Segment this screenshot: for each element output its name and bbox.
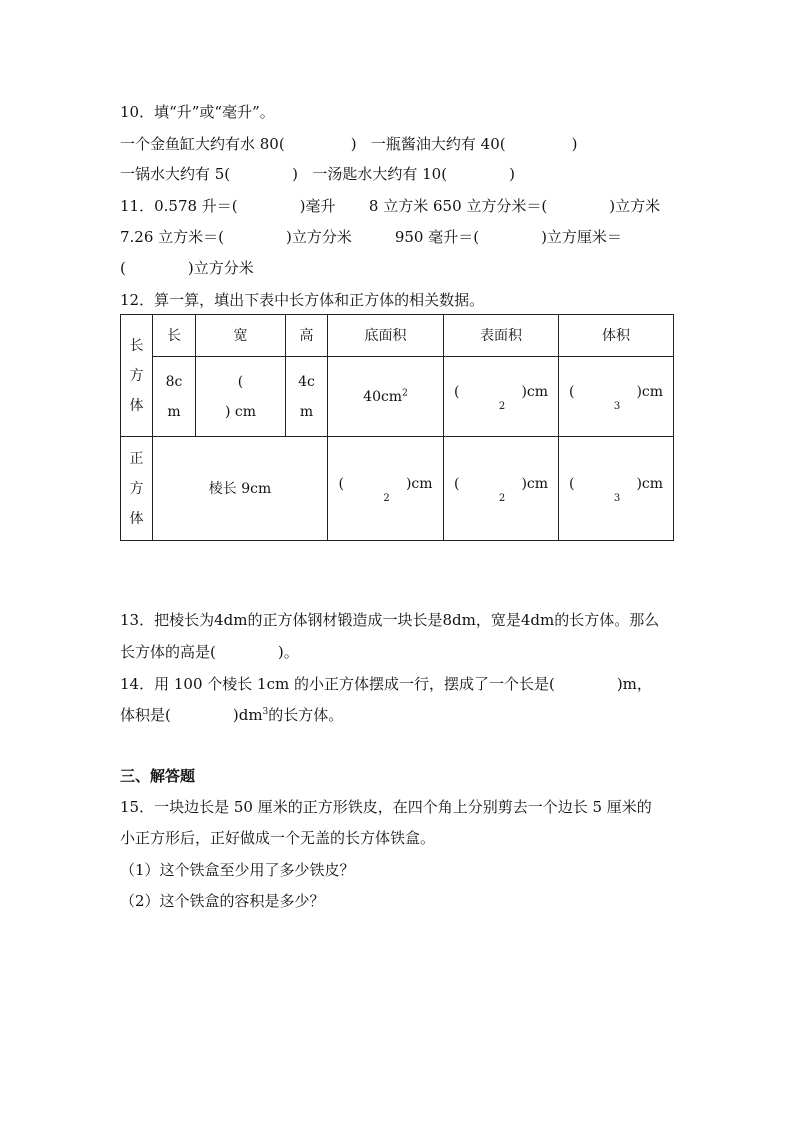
q10-l1-text-d: ) xyxy=(571,135,578,153)
q10-title: 10．填“升”或“毫升”。 xyxy=(120,103,275,121)
header-surface-area: 表面积 xyxy=(444,315,559,357)
q14-l2-text-b: )dm xyxy=(232,706,263,724)
cuboid-volume-cell[interactable] xyxy=(559,357,674,437)
label-char: 体 xyxy=(129,510,144,527)
label-char: 方 xyxy=(129,367,144,384)
header-width: 宽 xyxy=(196,315,286,357)
cuboid-width-cell[interactable] xyxy=(196,357,286,437)
q11-l2-text-d: )立方厘米＝ xyxy=(541,228,622,246)
q13-line2 xyxy=(120,642,299,662)
cell-text: 40cm xyxy=(363,388,403,405)
q14-l1-text-a: 14．用 100 个棱长 1cm 的小正方体摆成一行，摆成了一个长是( xyxy=(120,675,555,693)
q11-line1 xyxy=(120,196,660,216)
cell-unit-exp: 3 xyxy=(613,400,621,412)
header-volume: 体积 xyxy=(559,315,674,357)
cell-text: )cm xyxy=(636,383,664,400)
cell-text: ( xyxy=(453,383,460,400)
q10-line1 xyxy=(120,134,577,154)
cuboid-row-label xyxy=(121,315,153,437)
q15-sub1: （1）这个铁盒至少用了多少铁皮？ xyxy=(120,861,355,879)
cell-unit-exp: 2 xyxy=(498,400,506,412)
cube-row-label xyxy=(121,437,153,541)
cell-text: )cm xyxy=(521,475,549,492)
q10-l1-text-b: ) xyxy=(350,135,357,153)
q13-l2-text-b: )。 xyxy=(277,643,299,661)
cell-text: ( xyxy=(338,475,344,492)
q15-line2: 小正方形后，正好做成一个无盖的长方体铁盒。 xyxy=(120,829,436,847)
q10-l2-text-d: ) xyxy=(509,165,515,183)
cell-text: ( xyxy=(453,475,460,492)
q11-l2-text-a: 7.26 立方米＝( xyxy=(120,228,225,246)
label-char: 方 xyxy=(129,480,144,497)
cube-base-area-cell[interactable] xyxy=(328,437,444,541)
q11-l2-text-c: 950 毫升＝( xyxy=(394,228,480,246)
q10-l2-text-b: ) xyxy=(292,165,299,183)
cell-unit-exp: 2 xyxy=(498,492,506,504)
header-height: 高 xyxy=(286,315,328,357)
q11-l1-text-d: )立方米 xyxy=(609,197,661,215)
label-char: 体 xyxy=(129,397,144,414)
q10-l1-text-c: 一瓶酱油大约有 40( xyxy=(370,135,506,153)
q13-line1: 13．把棱长为4dm的正方体钢材锻造成一块长是8dm，宽是4dm的长方体。那么 xyxy=(120,611,660,629)
q14-l2-text-a: 体积是( xyxy=(120,706,171,724)
q10-line2 xyxy=(120,164,515,184)
q12-title: 12．算一算，填出下表中长方体和正方体的相关数据。 xyxy=(120,291,485,309)
cell-text: ( xyxy=(237,373,244,390)
cell-text: m xyxy=(299,403,314,420)
q14-line2 xyxy=(120,705,343,725)
q12-table xyxy=(120,314,674,541)
cube-surface-area-cell[interactable] xyxy=(444,437,559,541)
q15-line1: 15．一块边长是 50 厘米的正方形铁皮，在四个角上分别剪去一个边长 5 厘米的 xyxy=(120,798,652,816)
cube-volume-cell[interactable] xyxy=(559,437,674,541)
q14-exponent: 3 xyxy=(262,707,269,717)
cuboid-base-area-cell xyxy=(328,357,444,437)
cell-sup: 2 xyxy=(402,387,408,398)
cell-unit-exp: 3 xyxy=(613,492,621,504)
cuboid-length-cell xyxy=(153,357,196,437)
q14-l2-text-c: 的长方体。 xyxy=(268,706,344,724)
cell-text: ( xyxy=(568,383,575,400)
q11-l3-text-b: )立方分米 xyxy=(187,259,254,277)
q15-sub2: （2）这个铁盒的容积是多少？ xyxy=(120,892,325,910)
cell-text: 8c xyxy=(165,373,183,390)
section-3-heading: 三、解答题 xyxy=(120,767,196,785)
cell-text: m xyxy=(167,403,181,420)
cuboid-surface-area-cell[interactable] xyxy=(444,357,559,437)
q14-l1-text-b: )m， xyxy=(616,675,652,693)
q11-l3-text-a: ( xyxy=(120,259,126,277)
q14-line1 xyxy=(120,674,652,694)
cell-text: ( xyxy=(568,475,575,492)
q11-line2 xyxy=(120,227,622,247)
label-char: 长 xyxy=(129,337,144,354)
q11-l1-text-c: 8 立方米 650 立方分米＝( xyxy=(368,197,548,215)
q11-l1-text-a: 11．0.578 升＝( xyxy=(120,197,238,215)
cell-unit-exp: 2 xyxy=(383,492,390,504)
q11-l2-text-b: )立方分米 xyxy=(286,228,352,246)
q10-l2-text-c: 一汤匙水大约有 10( xyxy=(312,165,448,183)
cell-text: )cm xyxy=(405,475,433,492)
cell-text: )cm xyxy=(521,383,549,400)
q10-l1-text-a: 一个金鱼缸大约有水 80( xyxy=(120,135,285,153)
header-length: 长 xyxy=(153,315,196,357)
q13-l2-text-a: 长方体的高是( xyxy=(120,643,216,661)
label-char: 正 xyxy=(129,450,144,467)
q11-l1-text-b: )毫升 xyxy=(299,197,336,215)
cell-text: 4c xyxy=(298,373,315,390)
cell-text: )cm xyxy=(636,475,664,492)
cell-text: ) cm xyxy=(224,403,257,420)
cuboid-height-cell xyxy=(286,357,328,437)
q11-line3 xyxy=(120,258,254,278)
header-base-area: 底面积 xyxy=(328,315,444,357)
cube-edge-cell: 棱长 9cm xyxy=(153,437,328,541)
q10-l2-text-a: 一锅水大约有 5( xyxy=(120,165,231,183)
